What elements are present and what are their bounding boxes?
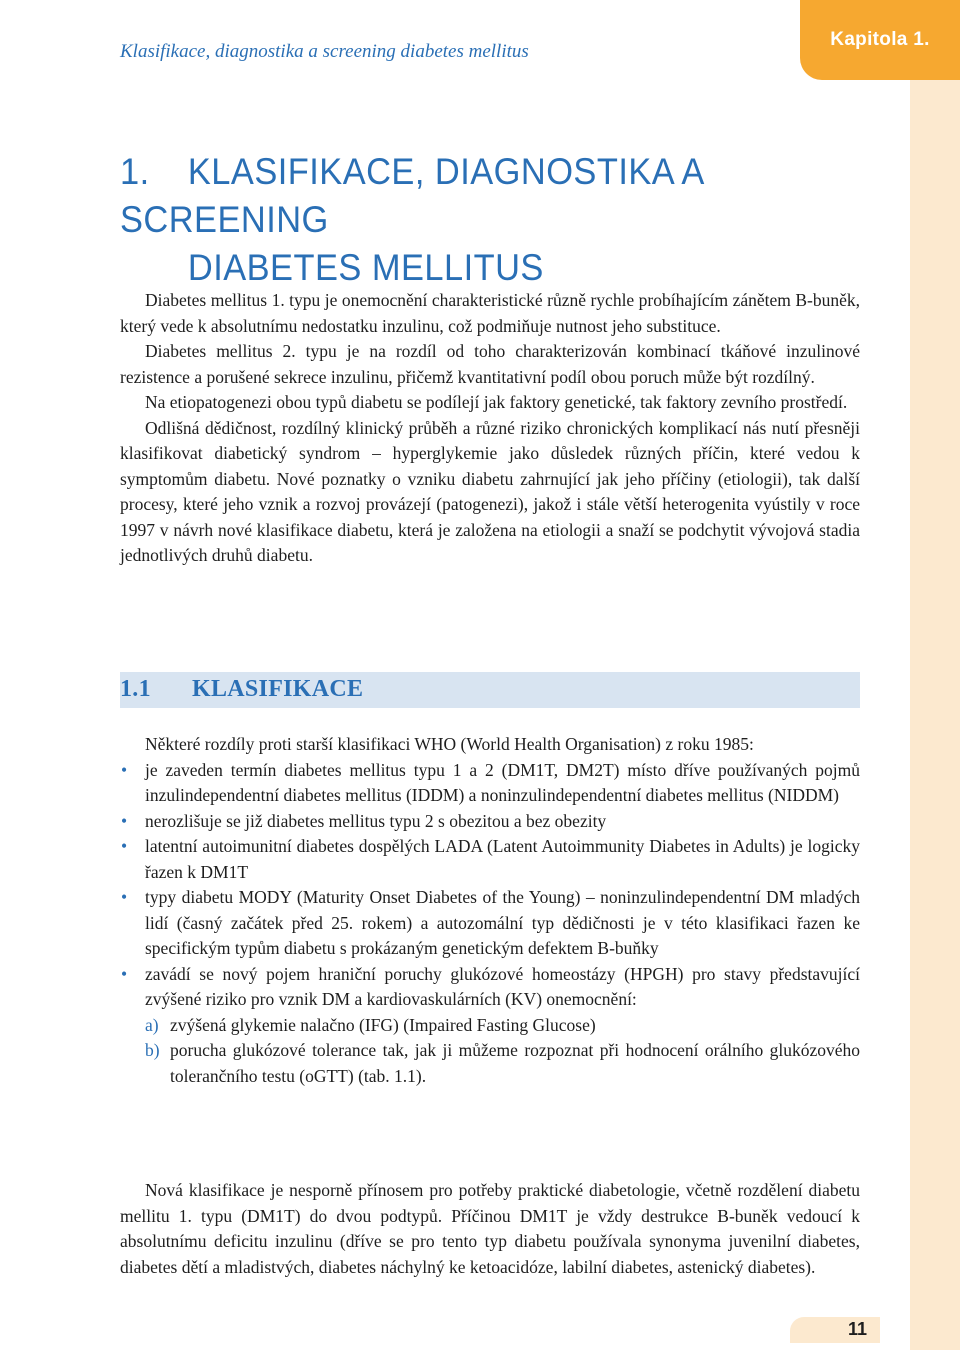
chapter-title-line-1: KLASIFIKACE, DIAGNOSTIKA A SCREENING	[120, 151, 703, 240]
bullet-icon: •	[121, 963, 128, 984]
chapter-tab	[800, 0, 960, 80]
bullet-icon: •	[121, 759, 128, 780]
chapter-title-line-2: DIABETES MELLITUS	[187, 247, 544, 288]
intro-paragraph: Odlišná dědičnost, rozdílný klinický průběh a různé riziko chronických komplikací nás nutí přesněji klasifikovat diabetický syndrom – hyperglykemie jako důsledek různých příčin, které vedou k symptomům diabetu. Nové poznatky o vzniku diabetu zahrnující jak jeho příčiny (etiologii), tak další procesy, které jeho vznik a rozvoj provázejí (patogenezi), jakož i stále větší heterogenita vyústily v roce 1997 v návrh nové klasifikace diabetu, která je založena na etiologii a snaží se podchytit vývojová stadia jednotlivých druhů diabetu.	[120, 417, 860, 565]
side-color-strip	[910, 0, 960, 1350]
list-item-text: typy diabetu MODY (Maturity Onset Diabetes of the Young) – noninzulindependentní DM mladých lidí (časný začátek před 25. rokem) a autozomální typ dědičnosti je v této klasifikaci řazen ke specifickým typům diabetu s prokázaným genetickým defektem B-buňky	[145, 887, 860, 958]
intro-paragraph: Diabetes mellitus 2. typu je na rozdíl od toho charakterizován kombinací tkáňové inzulinové rezistence a porušené sekrece inzulinu, přičemž kvantitativní podíl obou poruch může být rozdílný.	[120, 341, 860, 387]
chapter-title	[120, 148, 827, 292]
list-item	[120, 809, 860, 835]
intro-paragraph: Na etiopatogenezi obou typů diabetu se podílejí jak faktory genetické, tak faktory zevního prostředí.	[145, 392, 848, 412]
list-item	[120, 962, 860, 1090]
sub-list-item	[145, 1013, 860, 1039]
bullet-icon: •	[121, 887, 128, 907]
section-number: 1.1	[120, 676, 151, 702]
hpgh-sublist	[145, 1013, 860, 1090]
bullet-icon: •	[121, 810, 128, 831]
section-title: KLASIFIKACE	[192, 676, 364, 702]
section-lead: Některé rozdíly proti starší klasifikaci WHO (World Health Organisation) z roku 1985:	[145, 734, 754, 754]
sub-item-text: porucha glukózové tolerance tak, jak ji můžeme rozpoznat při hodnocení orálního glukózového tolerančního testu (oGTT) (tab. 1.1).	[170, 1040, 860, 1086]
running-header: Klasifikace, diagnostika a screening diabetes mellitus	[120, 41, 529, 62]
page-number: 11	[848, 1319, 868, 1339]
section-body	[120, 732, 860, 1089]
chapter-number: 1.	[120, 151, 150, 192]
closing-text	[120, 1178, 860, 1280]
bullet-icon: •	[121, 836, 128, 856]
closing-paragraph: Nová klasifikace je nesporně přínosem pro potřeby praktické diabetologie, včetně rozdělení diabetu mellitu 1. typu (DM1T) do dvou podtypů. Příčinou DM1T je vždy destrukce B-buněk vedoucí k absolutnímu deficitu inzulinu (dříve se pro tento typ diabetu používala synonyma juvenilní diabetes, diabetes dětí a mladistvých, diabetes náchylný ke ketoacidóze, labilní diabetes, astenický diabetes).	[120, 1180, 860, 1277]
sub-item-text: zvýšená glykemie nalačno (IFG) (Impaired Fasting Glucose)	[170, 1014, 596, 1035]
list-item-text: nerozlišuje se již diabetes mellitus typu 2 s obezitou a bez obezity	[145, 810, 607, 831]
list-item	[120, 885, 860, 962]
list-item-text: zavádí se nový pojem hraniční poruchy glukózové homeostázy (HPGH) pro stavy představující zvýšené riziko pro vznik DM a kardiovaskulárních (KV) onemocnění:	[145, 963, 860, 1009]
list-item	[120, 758, 860, 809]
difference-list	[120, 758, 860, 1090]
list-item-text: latentní autoimunitní diabetes dospělých LADA (Latent Autoimmunity Diabetes in Adults) je logicky řazen k DM1T	[145, 836, 860, 882]
section-heading	[120, 676, 363, 703]
sub-item-marker: a)	[145, 1014, 159, 1035]
intro-paragraph: Diabetes mellitus 1. typu je onemocnění charakteristické různě rychle probíhajícím zánětem B-buněk, který vede k absolutnímu nedostatku inzulinu, což podmiňuje nutnost jeho substituce.	[120, 290, 860, 336]
list-item-text: je zaveden termín diabetes mellitus typu 1 a 2 (DM1T, DM2T) místo dříve používaných pojmů inzulindependentní diabetes mellitus (IDDM) a noninzulindependentní diabetes mellitus (NIDDM)	[145, 759, 860, 805]
sub-list-item	[145, 1038, 860, 1089]
sub-item-marker: b)	[145, 1040, 160, 1060]
chapter-tab-label: Kapitola 1.	[830, 29, 930, 50]
intro-text	[120, 288, 860, 569]
list-item	[120, 834, 860, 885]
